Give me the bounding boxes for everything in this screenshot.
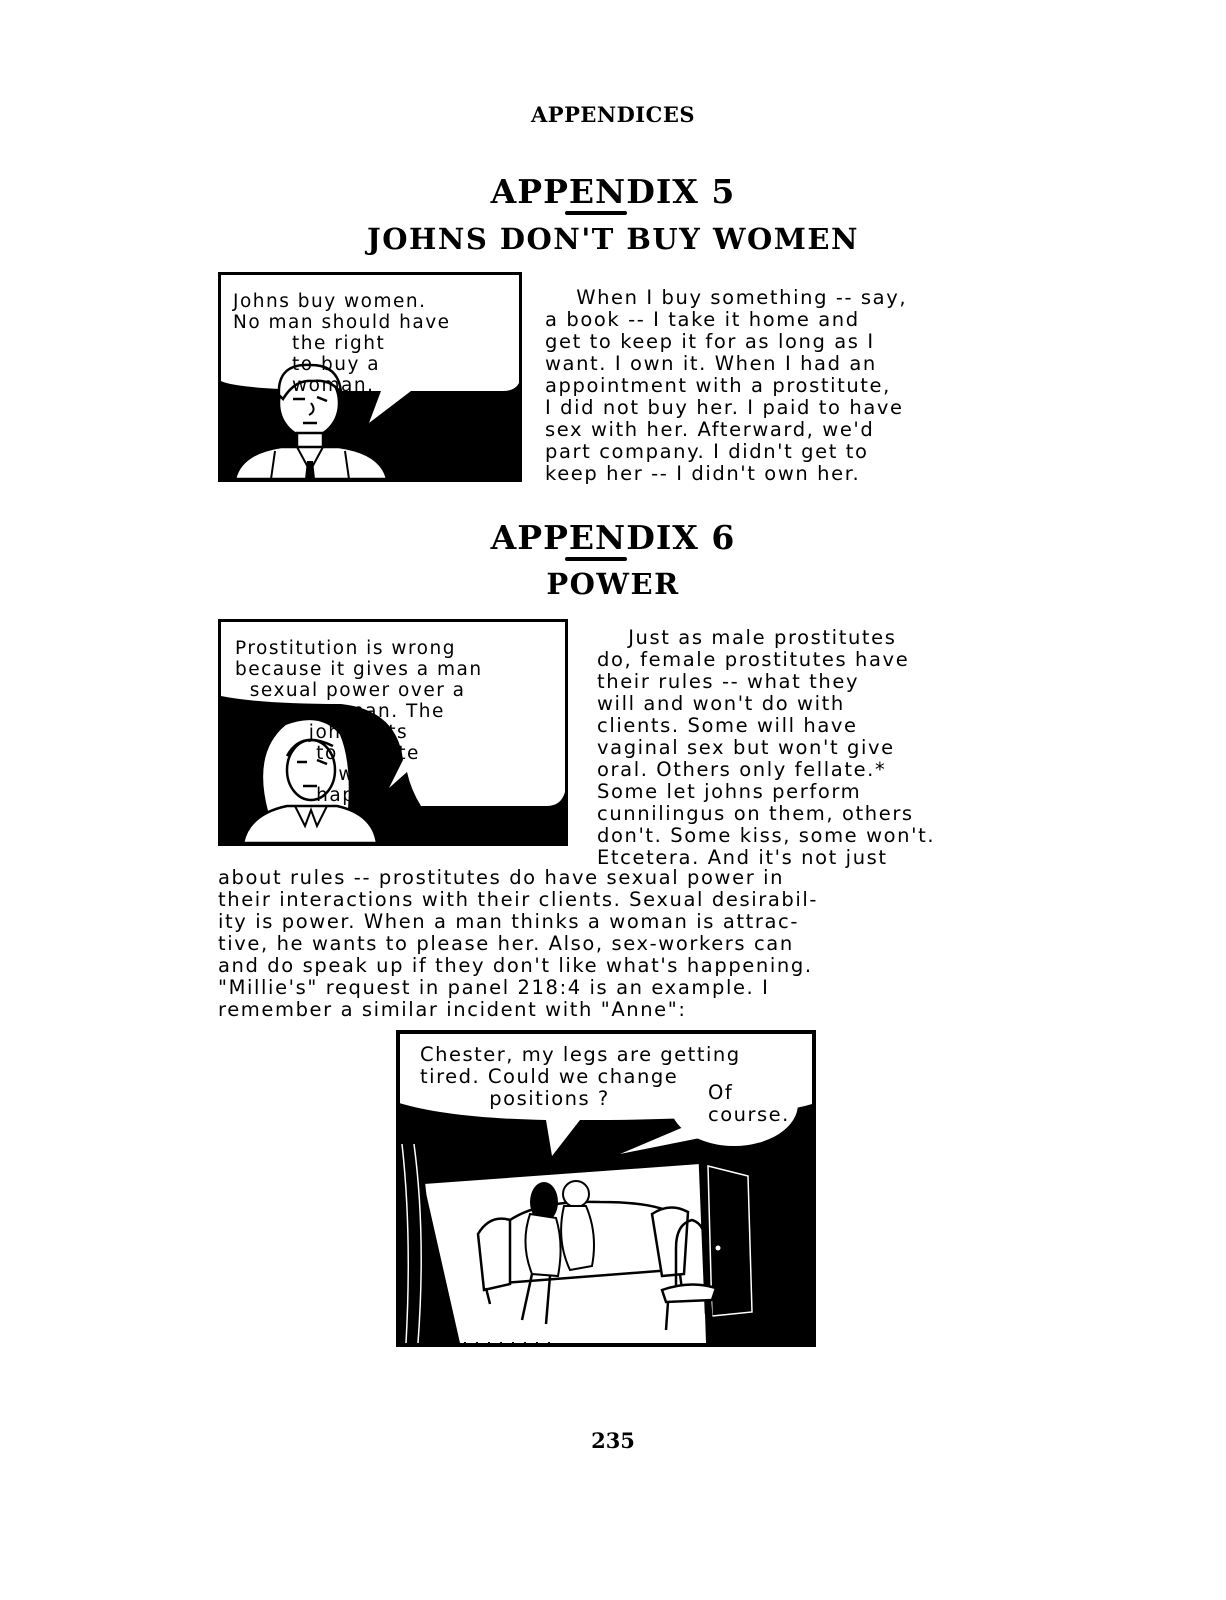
appendix-5-subtitle: JOHNS DON'T BUY WOMEN	[366, 222, 860, 256]
chester-anne-panel	[396, 1030, 816, 1347]
john-panel	[218, 272, 522, 482]
woman-speech-bubble-text: Prostitution is wrong because it gives a man sexual power over a woman. The john gets to dictate what happens.	[235, 638, 483, 806]
appendix-6-title: APPENDIX 6	[490, 518, 736, 557]
running-head: APPENDICES	[531, 102, 695, 127]
appendix-5-title: APPENDIX 5	[490, 172, 736, 211]
title-rule	[565, 211, 627, 215]
page-number: 235	[591, 1428, 635, 1453]
appendix-6-body: about rules -- prostitutes do have sexual power in their interactions with their clients. Sexual desirabil- ity is power. When a man thinks a woman is attrac- tive, he wants to please her. Also, sex-workers can and do speak up if they don't like what's happening. "Millie's" request in panel 218:4 is an example. I remember a similar incident with "Anne":	[218, 866, 819, 1021]
title-rule	[565, 557, 627, 561]
appendix-6-side-text: Just as male prostitutes do, female prostitutes have their rules -- what they will and won't do with clients. Some will have vaginal sex but won't give oral. Others only fellate.* Some let johns perform cunnilingus on them, others don't. Some kiss, some won't. Etcetera. And it's not just	[597, 626, 936, 869]
woman-panel	[218, 619, 568, 846]
john-speech-bubble-text: Johns buy women. No man should have the right to buy a woman.	[233, 291, 451, 396]
anne-speech-bubble-text: Chester, my legs are getting tired. Could we change positions ?	[420, 1043, 741, 1110]
appendix-6-subtitle: POWER	[546, 567, 680, 601]
chester-speech-bubble-text: Of course.	[708, 1081, 790, 1126]
appendix-5-body: When I buy something -- say, a book -- I take it home and get to keep it for as long as I want. I own it. When I had an appointment with a prostitute, I did not buy her. I paid to have sex with her. Afterward, we'd part company. I didn't get to keep her -- I didn't own her.	[545, 286, 908, 485]
